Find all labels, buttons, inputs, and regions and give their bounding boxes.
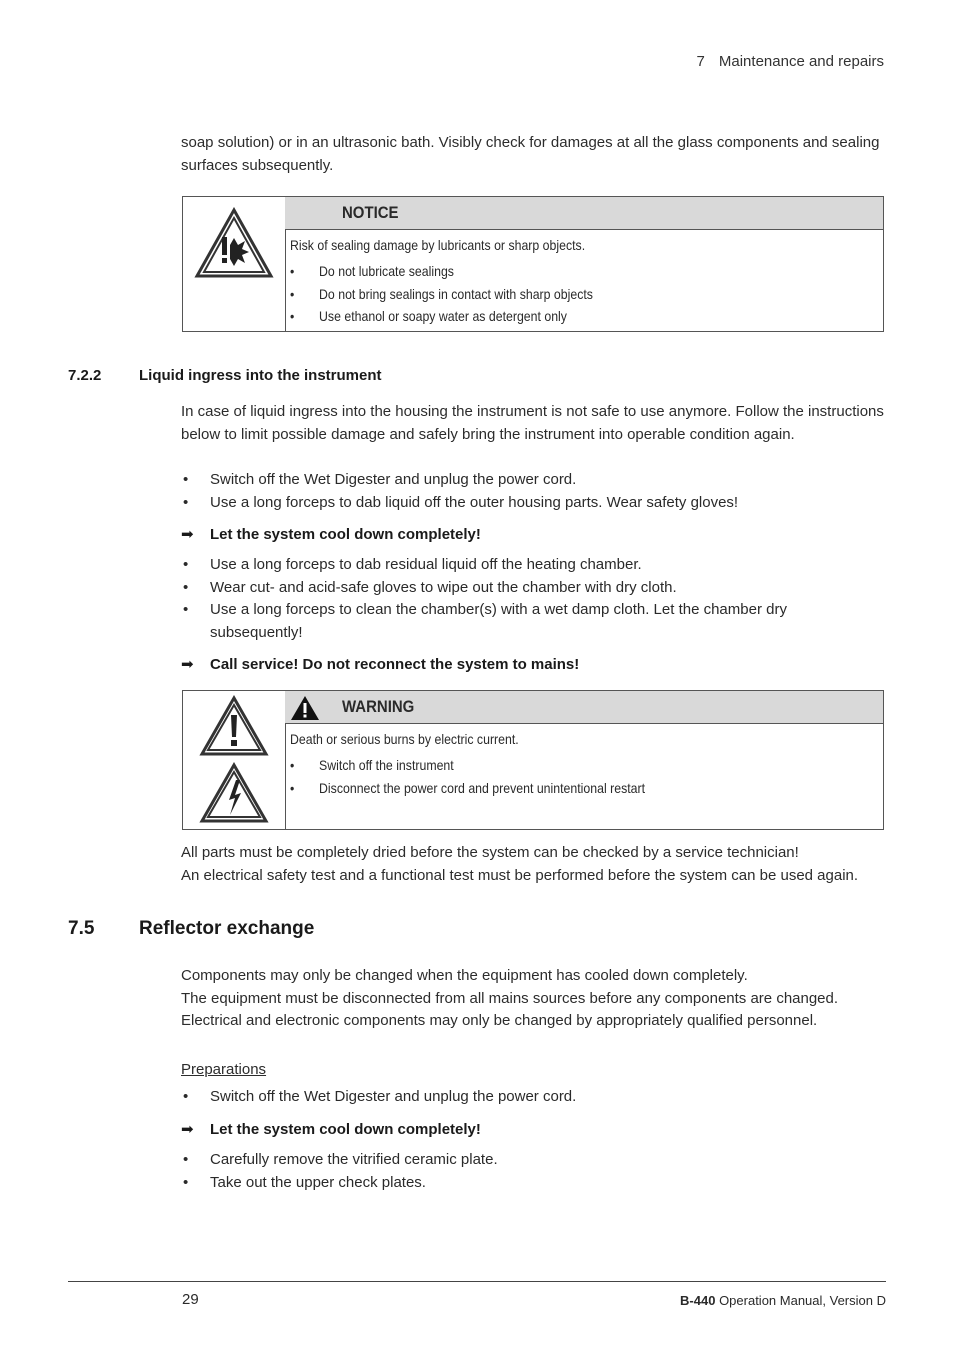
warning-list: [290, 754, 954, 799]
list-item: • Switch off the instrument: [290, 757, 454, 773]
intro-paragraph: soap solution) or in an ultrasonic bath. Visibly check for damages at all the glass components and sealing surfaces subsequently.: [181, 134, 880, 174]
step-cool-down-2: ➡ Let the system cool down completely!: [181, 1121, 481, 1138]
list-item: • Switch off the Wet Digester and unplug the power cord.: [183, 471, 577, 488]
chapter-title: Maintenance and repairs: [718, 53, 884, 70]
arrow-right-icon: ➡: [181, 1121, 194, 1138]
list-item: • Do not lubricate sealings: [290, 263, 454, 279]
section-number: 7.5: [68, 918, 95, 939]
subsection-heading: [68, 367, 382, 384]
reflector-paragraph: Components may only be changed when the equipment has cooled down completely. The equipment must be disconnected from all mains sources before any components are changed. Electrical and electronic components may only be changed by appropriately qualified personnel.: [181, 967, 839, 1029]
list-item: • Take out the upper check plates.: [183, 1173, 426, 1191]
list-item: • Use ethanol or soapy water as detergent only: [290, 308, 567, 324]
page-number: 29: [182, 1291, 199, 1308]
subsection-title: Liquid ingress into the instrument: [139, 367, 382, 384]
list-item: • Use a long forceps to dab residual liquid off the heating chamber.: [183, 556, 642, 573]
section-title: Reflector exchange: [139, 918, 315, 939]
warning-box: [182, 690, 884, 830]
warning-title: WARNING: [342, 697, 415, 716]
warning-lead: Death or serious burns by electric current.: [290, 731, 519, 747]
list-item: • Carefully remove the vitrified ceramic plate.: [183, 1151, 498, 1168]
after-warning-paragraph: All parts must be completely dried before the system can be checked by a service technician! An electrical safety test and a functional test must be performed before the system can be used again.: [181, 844, 859, 884]
general-warning-icon: [199, 695, 269, 757]
list-item: • Use a long forceps to clean the chamber(s) with a wet damp cloth. Let the chamber dry subsequently!: [183, 601, 787, 641]
warning-content: [290, 729, 954, 799]
preparations-label: Preparations: [181, 1061, 267, 1078]
chapter-number: 7: [696, 53, 705, 70]
subsection-number: 7.2.2: [68, 367, 102, 384]
list-item: • Do not bring sealings in contact with sharp objects: [290, 285, 593, 302]
footer-manual-title: [680, 1293, 886, 1308]
arrow-right-icon: ➡: [181, 656, 194, 673]
notice-title: NOTICE: [342, 203, 399, 222]
notice-lead: Risk of sealing damage by lubricants or sharp objects.: [290, 237, 586, 253]
ingress-paragraph: In case of liquid ingress into the housing the instrument is not safe to use anymore. Follow the instructions below to limit possible damage and safely bring the instrument into operable condition again.: [181, 403, 884, 443]
electric-shock-icon: [199, 762, 269, 824]
notice-box: [182, 196, 884, 332]
step-call-service: ➡ Call service! Do not reconnect the system to mains!: [181, 656, 580, 673]
manual-version: Operation Manual, Version D: [719, 1293, 886, 1308]
model-name: B-440: [680, 1293, 716, 1308]
notice-damage-icon: [194, 207, 274, 279]
list-item: • Switch off the Wet Digester and unplug the power cord.: [183, 1088, 577, 1105]
reflector-bullets-a: [181, 1086, 886, 1109]
footer-divider: [68, 1281, 886, 1282]
notice-title-bar: [285, 197, 883, 230]
ingress-bullets-b: [181, 554, 886, 644]
ingress-bullets-a: [181, 469, 886, 514]
list-item: • Wear cut- and acid-safe gloves to wipe out the chamber with dry cloth.: [183, 578, 677, 596]
running-header: [697, 53, 884, 70]
reflector-bullets-b: [181, 1149, 886, 1194]
list-item: • Disconnect the power cord and prevent unintentional restart: [290, 779, 646, 796]
notice-list: [290, 260, 954, 328]
notice-content: [290, 235, 954, 328]
step-cool-down: ➡ Let the system cool down completely!: [181, 526, 481, 543]
warning-triangle-icon: [290, 695, 320, 721]
arrow-right-icon: ➡: [181, 526, 194, 543]
section-heading: [68, 918, 314, 940]
warning-title-bar: [285, 691, 883, 724]
list-item: • Use a long forceps to dab liquid off the outer housing parts. Wear safety gloves!: [183, 493, 739, 511]
